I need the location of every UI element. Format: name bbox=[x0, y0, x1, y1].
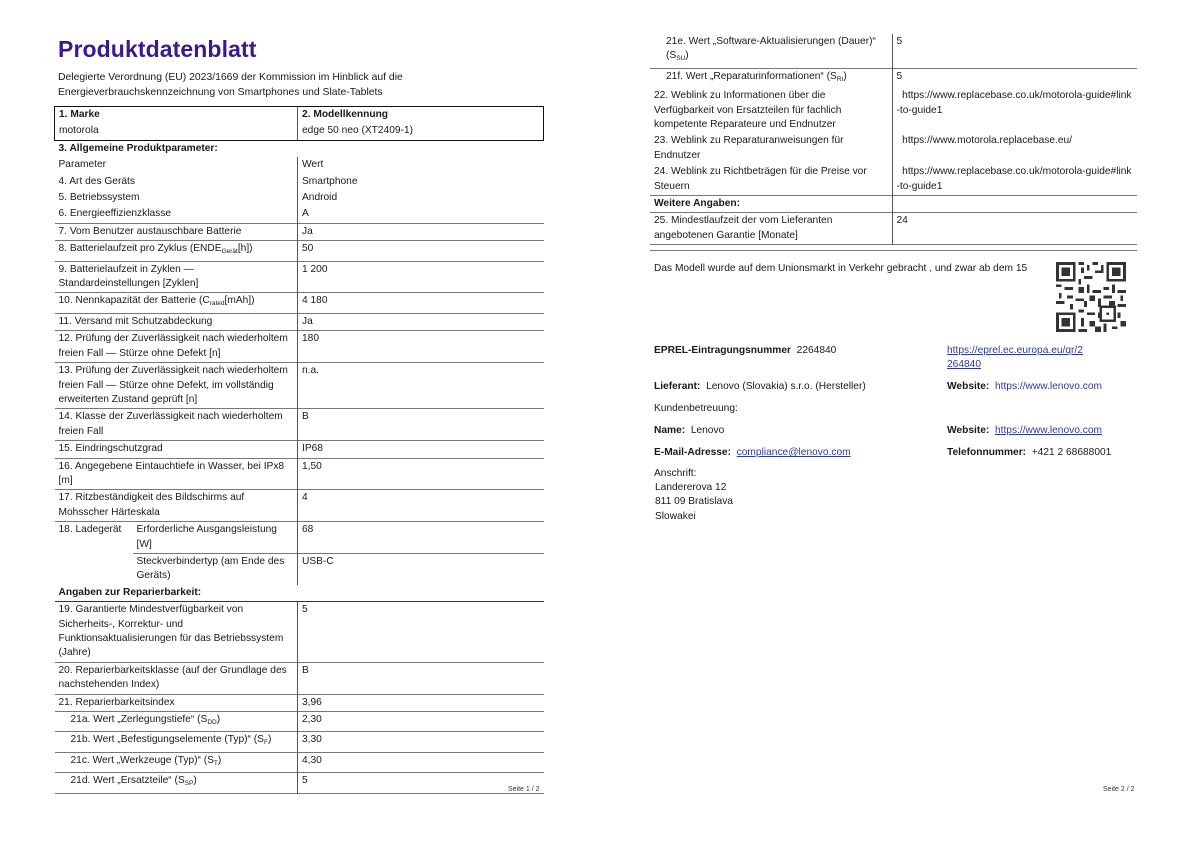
row-label: 5. Betriebssystem bbox=[58, 192, 140, 204]
row-value: 3,96 bbox=[298, 694, 544, 711]
table-row bbox=[55, 241, 544, 261]
address-city: 811 09 Bratislava bbox=[655, 496, 733, 508]
row-value: 5 bbox=[298, 773, 544, 793]
supplier-info bbox=[654, 380, 866, 394]
table-row bbox=[55, 409, 544, 441]
row-value: B bbox=[298, 662, 544, 694]
row-label: 21a. Wert „Zerlegungstiefe“ $(S_{DD})$ bbox=[55, 712, 298, 732]
spare-parts-link[interactable]: https://www.replacebase.co.uk/motorola-guide#link-to-guide1 bbox=[892, 88, 1137, 133]
table-row bbox=[55, 732, 544, 752]
row-label: Steckverbindertyp (am Ende des Geräts) bbox=[133, 553, 298, 584]
price-guide-link[interactable]: https://www.replacebase.co.uk/motorola-guide#link-to-guide1 bbox=[892, 164, 1137, 195]
row-label: 21d. Wert „Ersatzteile“ $(S_{SP})$ bbox=[55, 773, 298, 793]
row-label: 4. Art des Geräts bbox=[58, 175, 135, 187]
row-value: 5 bbox=[298, 602, 544, 663]
row-value: 4,30 bbox=[298, 752, 544, 772]
value-column-header: Wert bbox=[298, 157, 544, 173]
supplier-value: Lenovo (Slovakia) s.r.o. (Hersteller) bbox=[706, 381, 866, 392]
row-value: IP68 bbox=[298, 441, 544, 458]
row-label: 21f. Wert „Reparaturinformationen“ $(S_{RI})$ bbox=[650, 68, 892, 88]
table-row bbox=[55, 662, 544, 694]
supplier-label: Lieferant: bbox=[654, 381, 701, 392]
eprel-registration bbox=[654, 344, 836, 358]
table-row bbox=[55, 694, 544, 711]
table-row bbox=[55, 441, 544, 458]
row-label: 15. Eindringschutzgrad bbox=[55, 441, 298, 458]
row-value: Ja bbox=[298, 313, 544, 330]
eprel-label: EPREL-Eintragungsnummer bbox=[654, 345, 791, 356]
address-country: Slowakei bbox=[655, 510, 696, 522]
table-row bbox=[650, 164, 1137, 195]
row-label: 10. Nennkapazität der Batterie $(C_{rated}[mAh])$ bbox=[55, 293, 298, 313]
table-row bbox=[55, 752, 544, 772]
email-link[interactable]: compliance@lenovo.com bbox=[736, 447, 851, 458]
row-label: 17. Ritzbeständigkeit des Bildschirms auf Mohsscher Härteskala bbox=[55, 490, 298, 522]
row-label: 21. Reparierbarkeitsindex bbox=[55, 694, 298, 711]
eprel-number: 2264840 bbox=[796, 345, 837, 356]
table-row bbox=[55, 490, 544, 522]
table-row bbox=[55, 712, 544, 732]
divider bbox=[650, 250, 1137, 251]
row-value: 5 bbox=[892, 68, 1137, 88]
row-label: 24. Weblink zu Richtbeträgen für die Preise vor Steuern bbox=[654, 166, 867, 192]
row-label: 19. Garantierte Mindestverfügbarkeit von Sicherheits-, Korrektur- und Funktionsaktualisierungen für das Betriebssystem (Jahre) bbox=[55, 602, 298, 663]
row-label: 11. Versand mit Schutzabdeckung bbox=[55, 313, 298, 330]
table-row bbox=[650, 133, 1137, 164]
row-value: 5 bbox=[892, 34, 1137, 68]
row-value: USB-C bbox=[298, 553, 544, 584]
regulation-subtitle: Delegierte Verordnung (EU) 2023/1669 der Kommission im Hinblick auf die Energieverbrauchskennzeichnung von Smartphones und Slate-Tablets bbox=[58, 72, 403, 98]
row-label: Erforderliche Ausgangsleistung [W] bbox=[133, 522, 298, 554]
table-row bbox=[55, 458, 544, 490]
row-value: A bbox=[298, 206, 544, 223]
row-value: 2,30 bbox=[298, 712, 544, 732]
address-street: Landererova 12 bbox=[655, 482, 727, 493]
address-heading: Anschrift: bbox=[654, 468, 697, 479]
row-value: 180 bbox=[298, 331, 544, 363]
row-value: Android bbox=[298, 190, 544, 206]
brand-value: motorola bbox=[55, 123, 298, 140]
row-value: n.a. bbox=[298, 363, 544, 409]
row-value: Ja bbox=[298, 223, 544, 240]
table-row bbox=[55, 293, 544, 313]
table-row bbox=[650, 88, 1137, 133]
row-label: 20. Reparierbarkeitsklasse (auf der Grundlage des nachstehenden Index) bbox=[55, 662, 298, 694]
row-label: 21e. Wert „Software-Aktualisierungen (Dauer)“ $(S_{SU})$ bbox=[666, 36, 876, 63]
row-label: 13. Prüfung der Zuverlässigkeit nach wiederholtem freien Fall — Stürze ohne Defekt, im vollständig erweiterten Zustand geprüft [n] bbox=[55, 363, 298, 409]
row-value: 24 bbox=[892, 213, 1137, 245]
table-row bbox=[650, 34, 1137, 68]
general-parameters-heading: 3. Allgemeine Produktparameter: bbox=[58, 142, 218, 154]
table-row bbox=[55, 261, 544, 293]
row-value: 50 bbox=[298, 241, 544, 261]
page-number: Seite 2 / 2 bbox=[1103, 786, 1135, 793]
row-label: 21c. Wert „Werkzeuge (Typ)“ $(S_T)$ bbox=[55, 752, 298, 772]
eprel-link[interactable]: https://eprel.ec.europa.eu/qr/2264840 bbox=[947, 345, 1083, 371]
row-label: 7. Vom Benutzer austauschbare Batterie bbox=[55, 223, 298, 240]
support-phone: Telefonnummer: +421 2 68688001 bbox=[947, 447, 1112, 458]
market-date-text: Das Modell wurde auf dem Unionsmarkt in Verkehr gebracht , und zwar ab dem 15 bbox=[654, 263, 1028, 274]
table-row bbox=[55, 602, 544, 663]
support-email: E-Mail-Adresse: compliance@lenovo.com bbox=[654, 447, 851, 458]
repairability-heading: Angaben zur Reparierbarkeit: bbox=[58, 586, 202, 598]
model-label: 2. Modellkennung bbox=[298, 107, 544, 124]
further-info-heading: Weitere Angaben: bbox=[650, 196, 892, 213]
row-label: 8. Batterielaufzeit pro Zyklus $(ENDE_{Gerät}[h])$ bbox=[55, 241, 298, 261]
row-value: 3,30 bbox=[298, 732, 544, 752]
table-row bbox=[650, 68, 1137, 88]
row-value: 1,50 bbox=[298, 458, 544, 490]
table-row bbox=[55, 174, 544, 190]
row-label: 9. Batterielaufzeit in Zyklen — Standardeinstellungen [Zyklen] bbox=[55, 261, 298, 293]
table-row bbox=[55, 313, 544, 330]
customer-support-heading: Kundenbetreuung: bbox=[654, 403, 738, 414]
row-value: 4 bbox=[298, 490, 544, 522]
page-number: Seite 1 / 2 bbox=[508, 786, 540, 793]
row-value: 4 180 bbox=[298, 293, 544, 313]
repair-instructions-link[interactable]: https://www.motorola.replacebase.eu/ bbox=[892, 133, 1137, 164]
table-row bbox=[55, 223, 544, 240]
supplier-website-link[interactable]: https://www.lenovo.com bbox=[994, 381, 1102, 392]
row-label: 25. Mindestlaufzeit der vom Lieferanten angebotenen Garantie [Monate] bbox=[650, 213, 892, 245]
table-row bbox=[55, 773, 544, 793]
support-name: Name: Lenovo bbox=[654, 425, 725, 436]
address-block bbox=[655, 481, 733, 524]
product-datasheet-table bbox=[54, 106, 544, 794]
table-row bbox=[650, 213, 1137, 245]
row-value: 68 bbox=[298, 522, 544, 554]
repairability-continued-table bbox=[650, 34, 1137, 245]
row-label: 6. Energieeffizienzklasse bbox=[58, 208, 172, 220]
row-label: 16. Angegebene Eintauchtiefe in Wasser, bei IPx8 [m] bbox=[55, 458, 298, 490]
table-row bbox=[55, 206, 544, 223]
row-label: 12. Prüfung der Zuverlässigkeit nach wiederholtem freien Fall — Stürze ohne Defekt [n] bbox=[55, 331, 298, 363]
table-row bbox=[55, 190, 544, 206]
support-website: Website: https://www.lenovo.com bbox=[947, 425, 1102, 436]
row-value: B bbox=[298, 409, 544, 441]
charger-label: 18. Ladegerät bbox=[55, 522, 133, 585]
page-title: Produktdatenblatt bbox=[58, 36, 257, 62]
supplier-website: Website: https://www.lenovo.com bbox=[947, 381, 1102, 392]
brand-label: 1. Marke bbox=[55, 107, 298, 124]
row-label: 22. Weblink zu Informationen über die Verfügbarkeit von Ersatzteilen für fachlich kompetente Reparateure und Endnutzer bbox=[654, 90, 842, 131]
qr-code-icon[interactable] bbox=[1056, 262, 1126, 332]
table-row bbox=[55, 522, 544, 554]
support-website-link[interactable]: https://www.lenovo.com bbox=[994, 425, 1102, 436]
row-label: 21b. Wert „Befestigungselemente (Typ)“ $(S_F)$ bbox=[55, 732, 298, 752]
row-value: Smartphone bbox=[298, 174, 544, 190]
row-value: 1 200 bbox=[298, 261, 544, 293]
table-row bbox=[55, 363, 544, 409]
model-value: edge 50 neo (XT2409-1) bbox=[298, 123, 544, 140]
row-label: 14. Klasse der Zuverlässigkeit nach wiederholtem freien Fall bbox=[55, 409, 298, 441]
row-label: 23. Weblink zu Reparaturanweisungen für Endnutzer bbox=[654, 135, 844, 161]
table-row bbox=[55, 331, 544, 363]
parameter-column-header: Parameter bbox=[58, 159, 107, 171]
phone-number: +421 2 68688001 bbox=[1031, 447, 1112, 458]
